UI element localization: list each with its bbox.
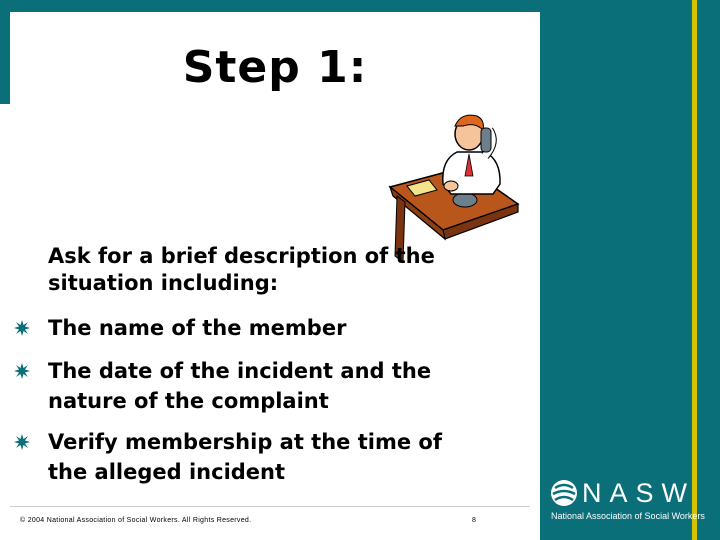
logo-subtitle: National Association of Social Workers: [551, 511, 705, 521]
starburst-bullet-icon: [14, 363, 30, 379]
page-number: 8: [472, 517, 476, 524]
bullet-text: The date of the incident and the nature of the complaint: [48, 359, 432, 413]
logo-wordmark: NASW: [582, 478, 695, 508]
left-frame-bar: [0, 0, 10, 104]
intro-text: Ask for a brief description of the situation including:: [48, 244, 435, 295]
starburst-bullet-icon: [14, 434, 30, 450]
title-area: [10, 12, 540, 104]
accent-stripe: [692, 0, 697, 540]
top-frame-bar: [0, 0, 540, 12]
man-on-telephone-clipart: [385, 112, 520, 264]
slide-title: Step 1:: [182, 42, 368, 93]
bullet-text: Verify membership at the time of the alleged incident: [48, 430, 442, 484]
bullet-text: The name of the member: [48, 316, 347, 340]
nasw-globe-logo-icon: [549, 478, 579, 508]
footer-divider: [10, 506, 530, 507]
starburst-bullet-icon: [14, 320, 30, 336]
copyright-text: © 2004 National Association of Social Workers. All Rights Reserved.: [20, 517, 252, 524]
